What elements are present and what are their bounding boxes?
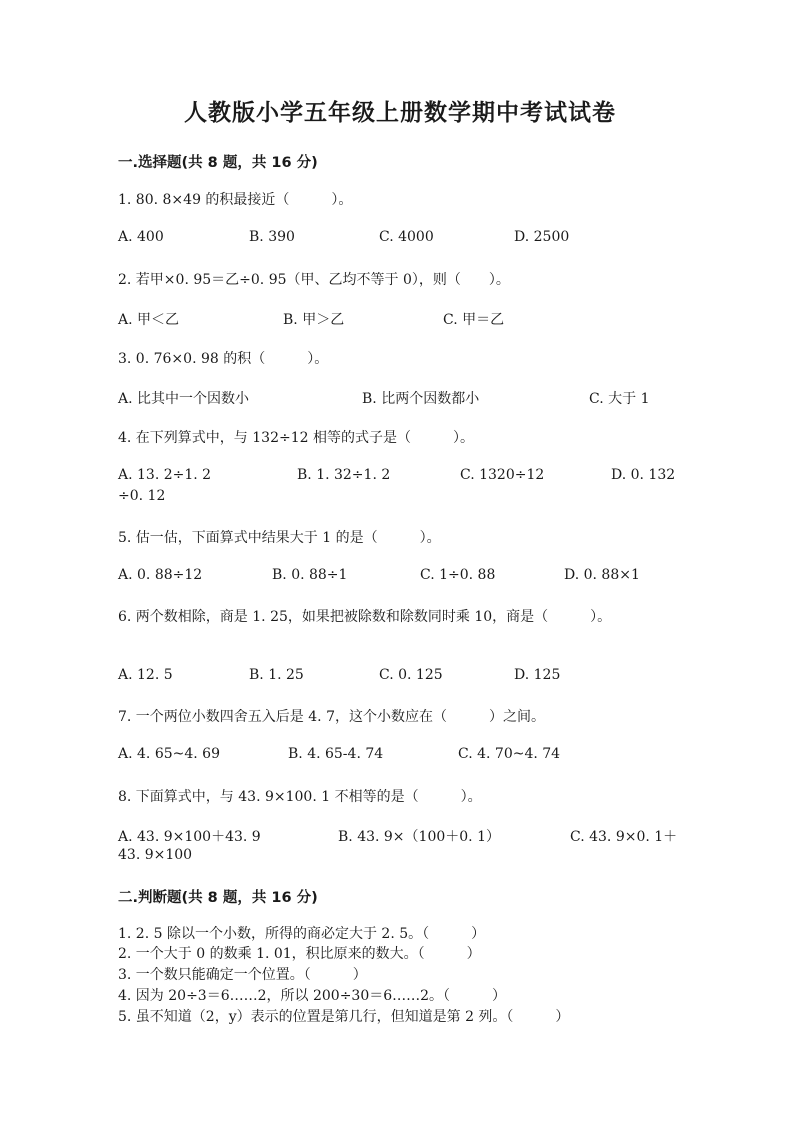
q8-option-b: B. 43. 9×（100＋0. 1） bbox=[338, 829, 500, 845]
q2-option-b: B. 甲＞乙 bbox=[283, 312, 345, 328]
q1-option-d: D. 2500 bbox=[514, 229, 570, 245]
q6-option-b: B. 1. 25 bbox=[249, 667, 304, 683]
q4-option-b: B. 1. 32÷1. 2 bbox=[297, 467, 391, 483]
q5-option-d: D. 0. 88×1 bbox=[564, 567, 640, 583]
question-4: 4. 在下列算式中，与 132÷12 相等的式子是（ ）。 bbox=[118, 430, 474, 446]
q6-option-d: D. 125 bbox=[514, 667, 561, 683]
q4-option-d: D. 0. 132 bbox=[611, 467, 676, 483]
page-title: 人教版小学五年级上册数学期中考试试卷 bbox=[184, 99, 616, 126]
question-1: 1. 80. 8×49 的积最接近（ ）。 bbox=[118, 192, 353, 208]
q8-option-c: C. 43. 9×0. 1＋ bbox=[570, 829, 678, 845]
section-heading-judgement: 二.判断题(共 8 题，共 16 分) bbox=[118, 890, 318, 906]
q2-option-a: A. 甲＜乙 bbox=[118, 312, 180, 328]
q4-option-d-continuation: ÷0. 12 bbox=[118, 488, 166, 504]
judgement-item-4: 4. 因为 20÷3＝6……2，所以 200÷30＝6……2。（ ） bbox=[118, 988, 507, 1004]
q4-option-a: A. 13. 2÷1. 2 bbox=[118, 467, 212, 483]
question-3: 3. 0. 76×0. 98 的积（ ）。 bbox=[118, 351, 329, 367]
question-5: 5. 估一估，下面算式中结果大于 1 的是（ ）。 bbox=[118, 530, 441, 546]
q7-option-a: A. 4. 65~4. 69 bbox=[118, 746, 220, 762]
question-7: 7. 一个两位小数四舍五入后是 4. 7，这个小数应在（ ）之间。 bbox=[118, 709, 545, 725]
q3-option-a: A. 比其中一个因数小 bbox=[118, 391, 250, 407]
q5-option-b: B. 0. 88÷1 bbox=[272, 567, 348, 583]
q6-option-c: C. 0. 125 bbox=[379, 667, 443, 683]
q5-option-c: C. 1÷0. 88 bbox=[420, 567, 496, 583]
q2-option-c: C. 甲＝乙 bbox=[443, 312, 505, 328]
judgement-item-5: 5. 虽不知道（2，y）表示的位置是第几行，但知道是第 2 列。（ ） bbox=[118, 1009, 570, 1025]
q8-option-c-continuation: 43. 9×100 bbox=[118, 847, 193, 863]
q7-option-b: B. 4. 65-4. 74 bbox=[288, 746, 384, 762]
judgement-item-1: 1. 2. 5 除以一个小数，所得的商必定大于 2. 5。（ ） bbox=[118, 926, 486, 942]
question-6: 6. 两个数相除，商是 1. 25，如果把被除数和除数同时乘 10，商是（ ）。 bbox=[118, 609, 612, 625]
q3-option-c: C. 大于 1 bbox=[589, 391, 650, 407]
judgement-item-2: 2. 一个大于 0 的数乘 1. 01，积比原来的数大。（ ） bbox=[118, 946, 481, 962]
q4-option-c: C. 1320÷12 bbox=[460, 467, 545, 483]
q7-option-c: C. 4. 70~4. 74 bbox=[458, 746, 561, 762]
q1-option-b: B. 390 bbox=[249, 229, 295, 245]
q3-option-b: B. 比两个因数都小 bbox=[362, 391, 480, 407]
q8-option-a: A. 43. 9×100＋43. 9 bbox=[118, 829, 261, 845]
question-2: 2. 若甲×0. 95＝乙÷0. 95（甲、乙均不等于 0），则（ ）。 bbox=[118, 272, 510, 288]
q1-option-c: C. 4000 bbox=[379, 229, 434, 245]
q1-option-a: A. 400 bbox=[118, 229, 164, 245]
q5-option-a: A. 0. 88÷12 bbox=[118, 567, 203, 583]
judgement-item-3: 3. 一个数只能确定一个位置。（ ） bbox=[118, 967, 367, 983]
section-heading-choice: 一.选择题(共 8 题，共 16 分) bbox=[118, 155, 318, 171]
question-8: 8. 下面算式中，与 43. 9×100. 1 不相等的是（ ）。 bbox=[118, 789, 482, 805]
q6-option-a: A. 12. 5 bbox=[118, 667, 173, 683]
